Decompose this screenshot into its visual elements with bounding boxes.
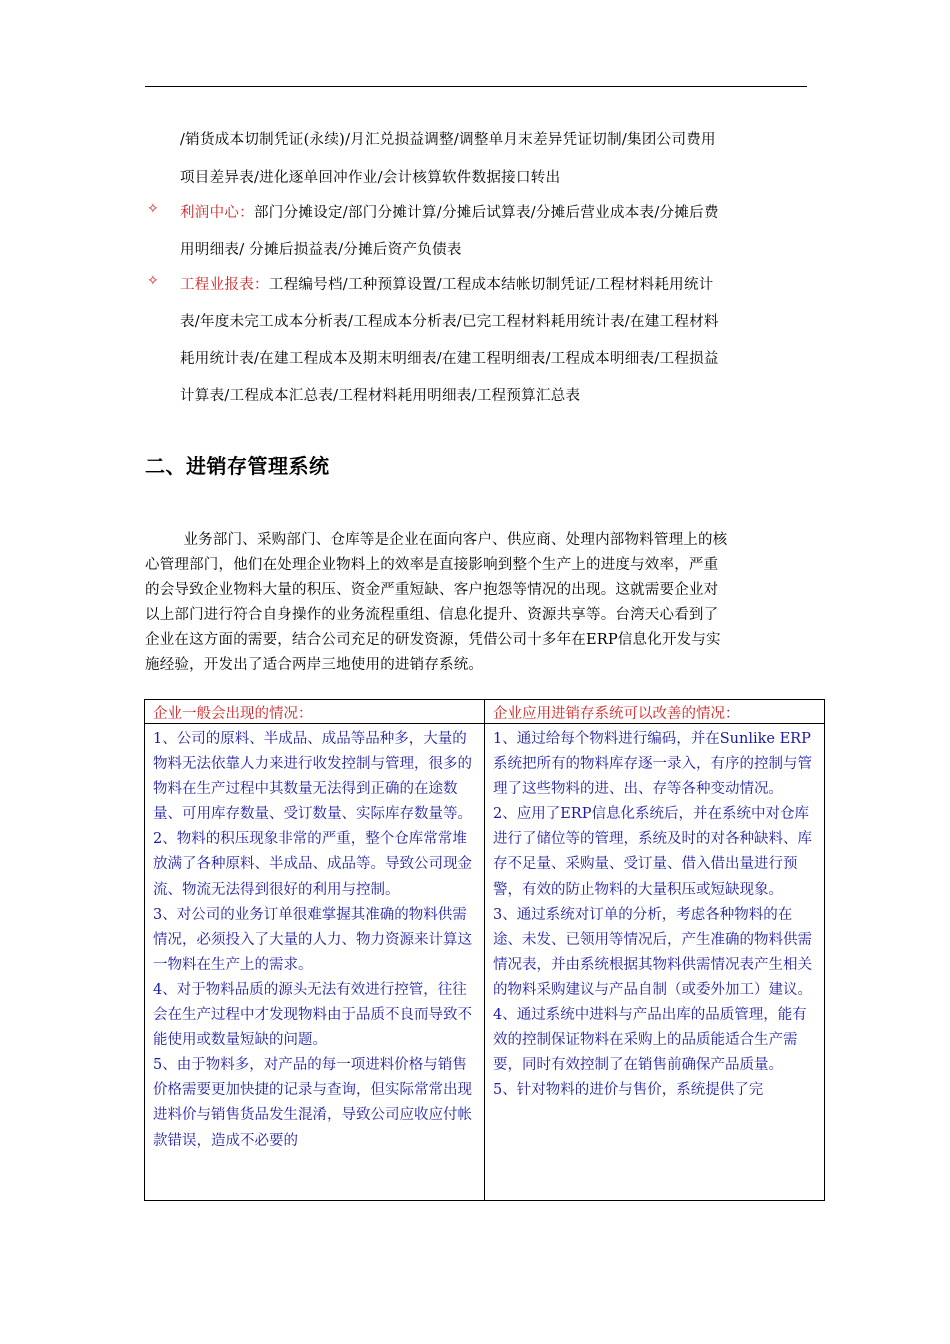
list-item: 2、应用了ERP信息化系统后，并在系统中对仓库进行了储位等的管理，系统及时的对各种缺料、库存不足量、采购量、受订量、借入借出量进行预警，有效的防止物料的大量积压或短缺现象。 (493, 806, 812, 898)
intro-line: 心管理部门，他们在处理企业物料上的效率是直接影响到整个生产上的进度与效率，严重 (145, 557, 719, 573)
list-item: 4、通过系统中进料与产品出库的品质管理，能有效的控制保证物料在采购上的品质能适合生产需要，同时有效控制了在销售前确保产品质量。 (493, 1007, 807, 1074)
left-header: 企业一般会出现的情况： (145, 700, 485, 724)
intro-line: 业务部门、采购部门、仓库等是企业在面向客户、供应商、处理内部物料管理上的核 (145, 532, 728, 548)
list-item: 5、由于物料多，对产品的每一项进料价格与销售价格需要更加快捷的记录与查询，但实际常常出现进料价与销售货品发生混淆，导致公司应收应付帐款错误，造成不必要的 (153, 1057, 472, 1149)
bullet-text: 表/年度未完工成本分析表/工程成本分析表/已完工程材料耗用统计表/在建工程材料 (180, 314, 719, 330)
bullet-text: 用明细表/ 分摊后损益表/分摊后资产负债表 (180, 242, 462, 258)
continuation-line: 项目差异表/进化逐单回冲作业/会计核算软件数据接口转出 (180, 170, 561, 186)
bullet-text: 耗用统计表/在建工程成本及期末明细表/在建工程明细表/工程成本明细表/工程损益 (180, 351, 719, 367)
bullet-engineering-reports (180, 273, 714, 294)
diamond-bullet-icon: ✧ (147, 273, 159, 289)
right-column (485, 724, 825, 1201)
list-item: 1、通过给每个物料进行编码，并在Sunlike ERP系统把所有的物料库存逐一录入，有序的控制与管理了这些物料的进、出、存等各种变动情况。 (493, 731, 812, 798)
header-rule (145, 86, 807, 87)
section-title: 二、进销存管理系统 (145, 454, 330, 478)
list-item: 3、对公司的业务订单很难掌握其准确的物料供需情况，必须投入了大量的人力、物力资源来计算这一物料在生产上的需求。 (153, 906, 472, 973)
bullet-profit-center (180, 201, 719, 222)
right-header: 企业应用进销存系统可以改善的情况： (485, 700, 825, 724)
continuation-line: /销货成本切制凭证(永续)/月汇兑损益调整/调整单月末差异凭证切制/集团公司费用 (180, 132, 716, 148)
list-item: 4、对于物料品质的源头无法有效进行控管，往往会在生产过程中才发现物料由于品质不良而导致不能使用或数量短缺的问题。 (153, 981, 472, 1049)
intro-line: 企业在这方面的需要，结合公司充足的研发资源，凭借公司十多年在ERP信息化开发与实 (145, 632, 721, 648)
bullet-label: 工程业报表： (180, 277, 269, 293)
bullet-label: 利润中心： (180, 205, 254, 221)
intro-line: 施经验，开发出了适合两岸三地使用的进销存系统。 (145, 657, 484, 673)
table-header-row (145, 700, 825, 724)
bullet-text: 工程编号档/工种预算设置/工程成本结帐切制凭证/工程材料耗用统计 (268, 277, 714, 293)
diamond-bullet-icon: ✧ (147, 201, 159, 217)
list-item: 5、针对物料的进价与售价，系统提供了完 (493, 1082, 764, 1099)
left-column (145, 724, 485, 1201)
list-item: 1、公司的原料、半成品、成品等品种多，大量的物料无法依靠人力来进行收发控制与管理，很多的物料在生产过程中其数量无法得到正确的在途数量、可用库存数量、受订数量、实际库存数量等。 (153, 731, 472, 823)
list-item: 2、物料的积压现象非常的严重，整个仓库常常堆放满了各种原料、半成品、成品等。导致公司现金流、物流无法得到很好的利用与控制。 (153, 831, 472, 898)
bullet-text: 计算表/工程成本汇总表/工程材料耗用明细表/工程预算汇总表 (180, 388, 581, 404)
comparison-table (144, 699, 825, 1201)
intro-line: 的会导致企业物料大量的积压、资金严重短缺、客户抱怨等情况的出现。这就需要企业对 (145, 582, 719, 598)
intro-line: 以上部门进行符合自身操作的业务流程重组、信息化提升、资源共享等。台湾天心看到了 (145, 607, 719, 623)
list-item: 3、通过系统对订单的分析，考虑各种物料的在途、未发、已领用等情况后，产生准确的物料供需情况表，并由系统根据其物料供需情况表产生相关的物料采购建议与产品自制（或委外加工）建议。 (493, 906, 812, 998)
table-row (145, 724, 825, 1201)
bullet-text: 部门分摊设定/部门分摊计算/分摊后试算表/分摊后营业成本表/分摊后费 (254, 205, 719, 221)
